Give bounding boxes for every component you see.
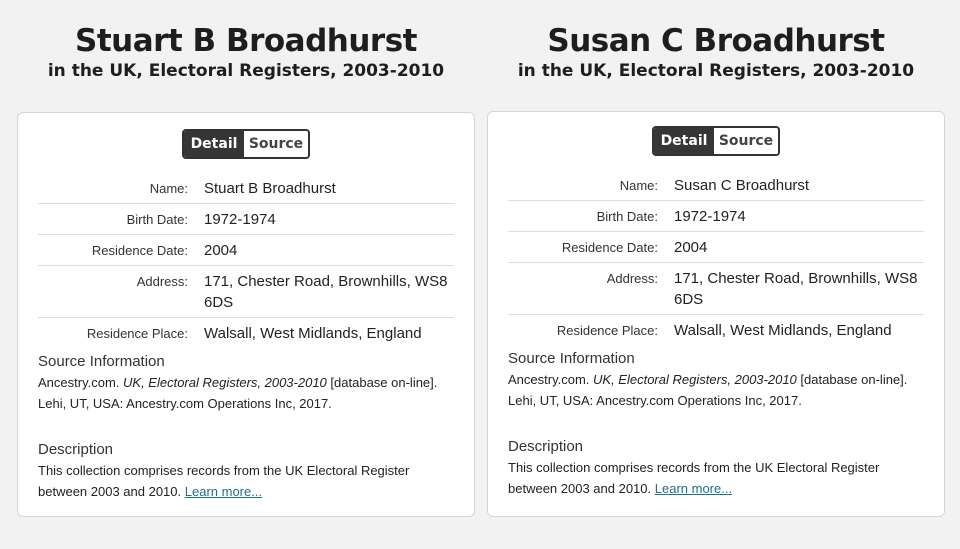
field-value: 1972-1974 [204, 211, 276, 228]
description-text [38, 460, 454, 502]
view-toggle [182, 129, 310, 159]
source-collection-name: UK, Electoral Registers, 2003-2010 [123, 375, 327, 390]
field-value: Stuart B Broadhurst [204, 180, 336, 197]
detail-row-name [38, 173, 454, 204]
record-card [487, 111, 945, 517]
detail-table [508, 170, 924, 345]
field-value: Susan C Broadhurst [674, 177, 810, 194]
person-name-title: Susan C Broadhurst [547, 23, 885, 59]
detail-row-address [508, 263, 924, 315]
source-info-text [508, 369, 924, 411]
source-info-title: Source Information [38, 353, 165, 370]
detail-row-residence-date [508, 232, 924, 263]
description-text [508, 457, 924, 499]
field-value: Walsall, West Midlands, England [204, 325, 422, 342]
field-label: Birth Date: [126, 212, 188, 227]
source-info-text [38, 372, 454, 414]
learn-more-link[interactable]: Learn more... [654, 481, 733, 496]
detail-row-residence-place [38, 318, 454, 348]
description-body: This collection comprises records from the UK Electoral Register between 2003 and 2010. [508, 460, 880, 496]
field-label: Name: [149, 181, 188, 196]
record-left [17, 0, 475, 517]
tab-detail[interactable]: Detail [184, 131, 244, 157]
tab-detail[interactable]: Detail [654, 128, 714, 154]
source-info-title: Source Information [508, 350, 635, 367]
record-right [487, 0, 945, 517]
field-label: Residence Date: [91, 243, 188, 258]
field-label: Birth Date: [596, 209, 658, 224]
learn-more-link[interactable]: Learn more... [184, 484, 263, 499]
description-title: Description [508, 438, 584, 455]
field-label: Residence Place: [86, 326, 188, 341]
source-collection-name: UK, Electoral Registers, 2003-2010 [593, 372, 797, 387]
field-value: Walsall, West Midlands, England [674, 322, 892, 339]
description-body: This collection comprises records from the UK Electoral Register between 2003 and 2010. [38, 463, 410, 499]
description-title: Description [38, 441, 114, 458]
field-label: Residence Date: [561, 240, 658, 255]
field-value: 171, Chester Road, Brownhills, WS8 6DS [674, 270, 918, 308]
detail-row-address [38, 266, 454, 318]
tab-source[interactable]: Source [244, 131, 308, 157]
field-value: 1972-1974 [674, 208, 746, 225]
field-value: 2004 [204, 242, 238, 259]
field-value: 2004 [674, 239, 708, 256]
detail-table [38, 173, 454, 348]
field-label: Residence Place: [556, 323, 658, 338]
source-prefix: Ancestry.com. [508, 372, 590, 387]
source-prefix: Ancestry.com. [38, 375, 120, 390]
collection-subtitle: in the UK, Electoral Registers, 2003-2010 [517, 61, 915, 81]
detail-row-birth-date [508, 201, 924, 232]
field-value: 171, Chester Road, Brownhills, WS8 6DS [204, 273, 448, 311]
record-card [17, 112, 475, 517]
view-toggle [652, 126, 780, 156]
record-heading [17, 0, 475, 112]
tab-source[interactable]: Source [714, 128, 778, 154]
field-label: Name: [619, 178, 658, 193]
detail-row-residence-place [508, 315, 924, 345]
detail-row-birth-date [38, 204, 454, 235]
detail-row-residence-date [38, 235, 454, 266]
record-heading [487, 0, 945, 112]
source-suffix: [database on-line]. Lehi, UT, USA: Ancestry.com Operations Inc, 2017. [508, 372, 908, 408]
field-label: Address: [136, 274, 188, 289]
source-suffix: [database on-line]. Lehi, UT, USA: Ancestry.com Operations Inc, 2017. [38, 375, 438, 411]
collection-subtitle: in the UK, Electoral Registers, 2003-2010 [47, 61, 445, 81]
field-label: Address: [606, 271, 658, 286]
person-name-title: Stuart B Broadhurst [75, 23, 417, 59]
detail-row-name [508, 170, 924, 201]
